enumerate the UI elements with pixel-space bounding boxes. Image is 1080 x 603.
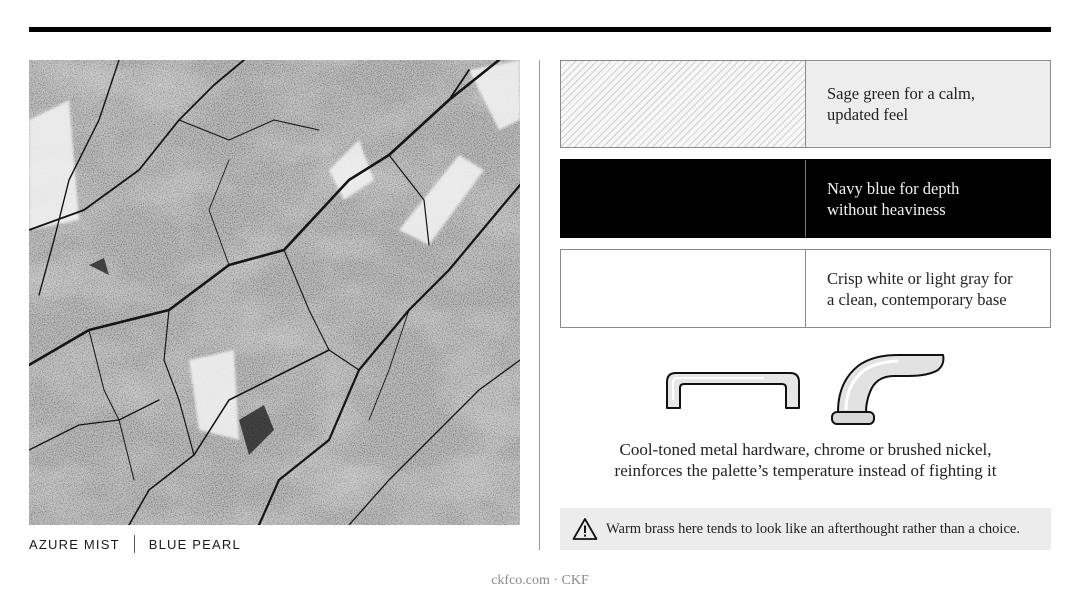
faucet-icon (828, 352, 948, 426)
vertical-divider (539, 60, 540, 550)
warning-text: Warm brass here tends to look like an afterthought rather than a choice. (606, 520, 1020, 537)
marble-slab-image (29, 60, 520, 525)
palette-label-sage: Sage green for a calm, updated feel (806, 61, 1050, 147)
white-swatch (561, 250, 806, 327)
stone-name-azure-mist: AZURE MIST (29, 536, 120, 552)
stone-name-blue-pearl: BLUE PEARL (148, 536, 241, 552)
navy-blue-swatch (561, 160, 806, 237)
palette-row-navy (560, 159, 1051, 238)
cabinet-pull-icon (664, 370, 802, 410)
sage-green-swatch (561, 61, 806, 147)
warning-icon (572, 517, 598, 541)
palette-row-white (560, 249, 1051, 328)
top-rule (29, 27, 1051, 32)
palette-label-white: Crisp white or light gray for a clean, contemporary base (806, 250, 1050, 327)
brass-warning-note (560, 508, 1051, 550)
palette-row-sage (560, 60, 1051, 148)
footer-credit: ckfco.com · CKF (491, 573, 589, 588)
palette-label-navy: Navy blue for depth without heaviness (806, 160, 1050, 237)
name-separator (134, 535, 135, 553)
stone-names (29, 535, 241, 553)
hardware-caption: Cool-toned metal hardware, chrome or brushed nickel, reinforces the palette’s temperature instead of fighting it (614, 440, 997, 480)
